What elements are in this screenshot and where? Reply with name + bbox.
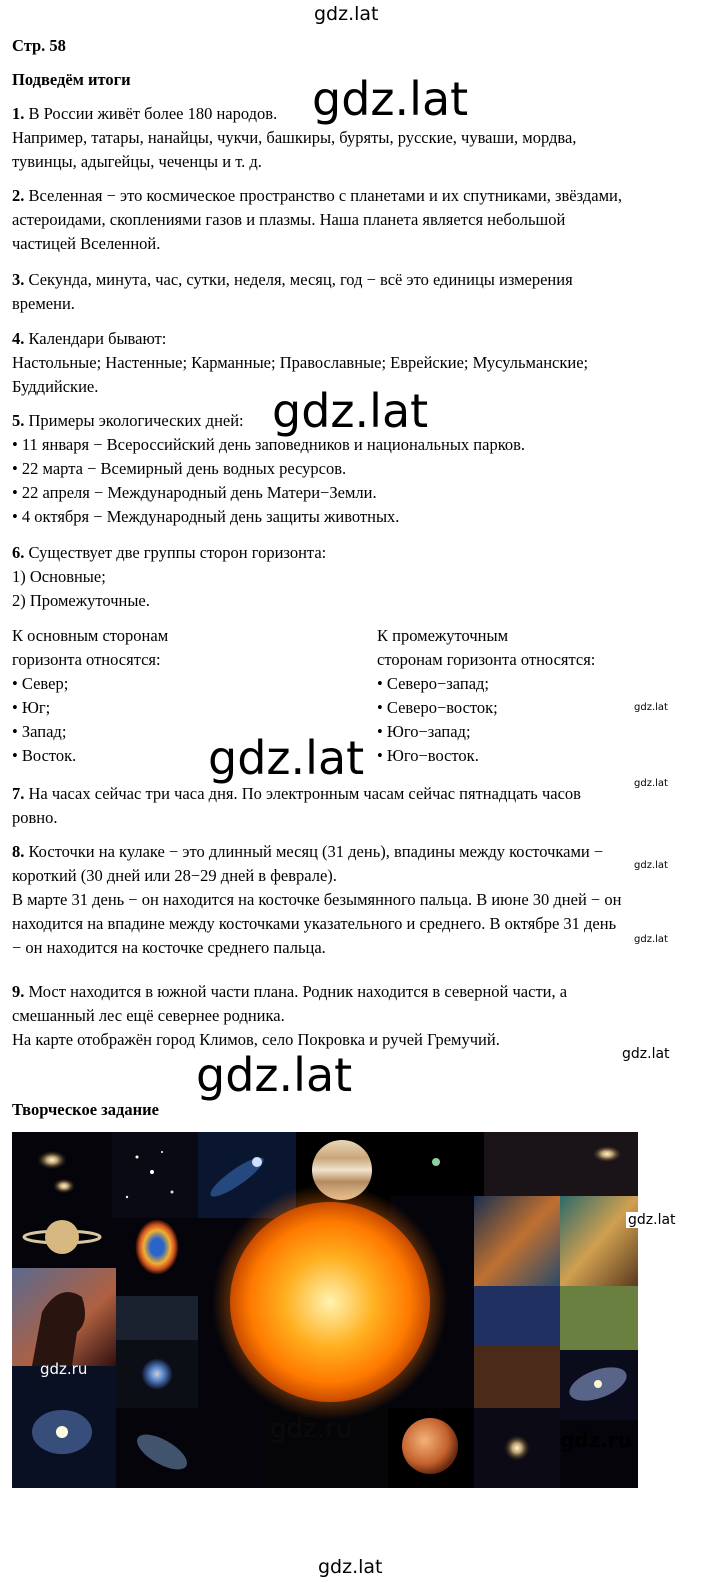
answer-text: тувинцы, адыгейцы, чеченцы и т. д. [12, 152, 262, 171]
answer-number: 9. [12, 982, 25, 1001]
watermark-ru: gdz.ru [270, 1414, 353, 1444]
watermark-large: gdz.lat [312, 72, 469, 126]
watermark-large: gdz.lat [196, 1048, 353, 1102]
answer-1 [12, 102, 576, 174]
creative-task-heading: Творческое задание [12, 1100, 159, 1119]
answer-text: Буддийские. [12, 377, 99, 396]
answer-2 [12, 184, 622, 256]
watermark-small: gdz.lat [622, 1046, 670, 1062]
answer-text: На часах сейчас три часа дня. По электронным часам сейчас пятнадцать часов [28, 784, 581, 803]
answer-6 [12, 541, 326, 613]
list-item: • Северо−восток; [377, 698, 498, 717]
answer-text: ровно. [12, 808, 58, 827]
watermark-top: gdz.lat [314, 3, 379, 25]
watermark-bottom: gdz.lat [318, 1556, 383, 1578]
answer-number: 6. [12, 543, 25, 562]
answer-number: 3. [12, 270, 25, 289]
watermark-ru: gdz.ru [560, 1428, 632, 1452]
watermark-large: gdz.lat [208, 731, 365, 785]
answer-text: Календари бывают: [28, 329, 167, 348]
list-item: • 11 января − Всероссийский день заповедников и национальных парков. [12, 435, 526, 454]
column-heading: горизонта относятся: [12, 650, 161, 669]
column-heading: К промежуточным [377, 626, 509, 645]
answer-3 [12, 268, 573, 316]
answer-7 [12, 782, 581, 830]
answer-text: Косточки на кулаке − это длинный месяц (31 день), впадины между косточками − [28, 842, 604, 861]
watermark-small: gdz.lat [634, 934, 668, 945]
answer-8 [12, 840, 621, 960]
answer-text: частицей Вселенной. [12, 234, 161, 253]
answer-number: 2. [12, 186, 25, 205]
answer-9 [12, 980, 567, 1052]
list-item: • 22 марта − Всемирный день водных ресурсов. [12, 459, 347, 478]
answer-text: Вселенная − это космическое пространство с планетами и их спутниками, звёздами, [28, 186, 622, 205]
answer-text: находится на впадине между косточками указательного и среднего. В октябре 31 день [12, 914, 617, 933]
answer-number: 8. [12, 842, 25, 861]
answer-text: Секунда, минута, час, сутки, неделя, месяц, год − всё это единицы измерения [28, 270, 573, 289]
answer-text: На карте отображён город Климов, село Покровка и ручей Гремучий. [12, 1030, 500, 1049]
watermark-small: gdz.lat [634, 702, 668, 713]
answer-text: В России живёт более 180 народов. [28, 104, 278, 123]
intermediate-directions-column [377, 624, 595, 768]
main-directions-column [12, 624, 168, 768]
watermark-small: gdz.lat [628, 1212, 676, 1228]
watermark-large: gdz.lat [272, 384, 429, 438]
answer-text: времени. [12, 294, 75, 313]
list-item: • Запад; [12, 722, 67, 741]
column-heading: сторонам горизонта относятся: [377, 650, 596, 669]
answer-text: 2) Промежуточные. [12, 591, 150, 610]
answer-number: 1. [12, 104, 25, 123]
answer-text: 1) Основные; [12, 567, 106, 586]
watermark-ru: gdz.ru [40, 1360, 88, 1378]
list-item: • Юго−запад; [377, 722, 471, 741]
answer-text: Например, татары, нанайцы, чукчи, башкиры, буряты, русские, чуваши, мордва, [12, 128, 577, 147]
page-title: Стр. 58 [12, 36, 66, 55]
list-item: • Юго−восток. [377, 746, 479, 765]
answer-text: Мост находится в южной части плана. Родник находится в северной части, а [28, 982, 568, 1001]
answer-text: Примеры экологических дней: [28, 411, 244, 430]
answer-text: смешанный лес ещё севернее родника. [12, 1006, 285, 1025]
answer-text: Настольные; Настенные; Карманные; Православные; Еврейские; Мусульманские; [12, 353, 589, 372]
list-item: • Восток. [12, 746, 77, 765]
answer-text: короткий (30 дней или 28−29 дней в феврале). [12, 866, 337, 885]
watermark-small: gdz.lat [634, 778, 668, 789]
answer-text: В марте 31 день − он находится на косточке безымянного пальца. В июне 30 дней − он [12, 890, 622, 909]
answer-text: − он находится на косточке среднего пальца. [12, 938, 326, 957]
column-heading: К основным сторонам [12, 626, 169, 645]
watermark-small: gdz.lat [634, 860, 668, 871]
list-item: • Северо−запад; [377, 674, 490, 693]
answer-text: астероидами, скоплениями газов и плазмы. Наша планета является небольшой [12, 210, 566, 229]
answer-5 [12, 409, 525, 529]
answer-text: Существует две группы сторон горизонта: [28, 543, 327, 562]
section-heading: Подведём итоги [12, 70, 131, 89]
list-item: • Юг; [12, 698, 51, 717]
list-item: • 4 октября − Международный день защиты животных. [12, 507, 400, 526]
answer-number: 5. [12, 411, 25, 430]
answer-number: 4. [12, 329, 25, 348]
list-item: • 22 апреля − Международный день Матери−Земли. [12, 483, 377, 502]
answer-number: 7. [12, 784, 25, 803]
list-item: • Север; [12, 674, 69, 693]
space-collage-image [12, 1132, 638, 1488]
